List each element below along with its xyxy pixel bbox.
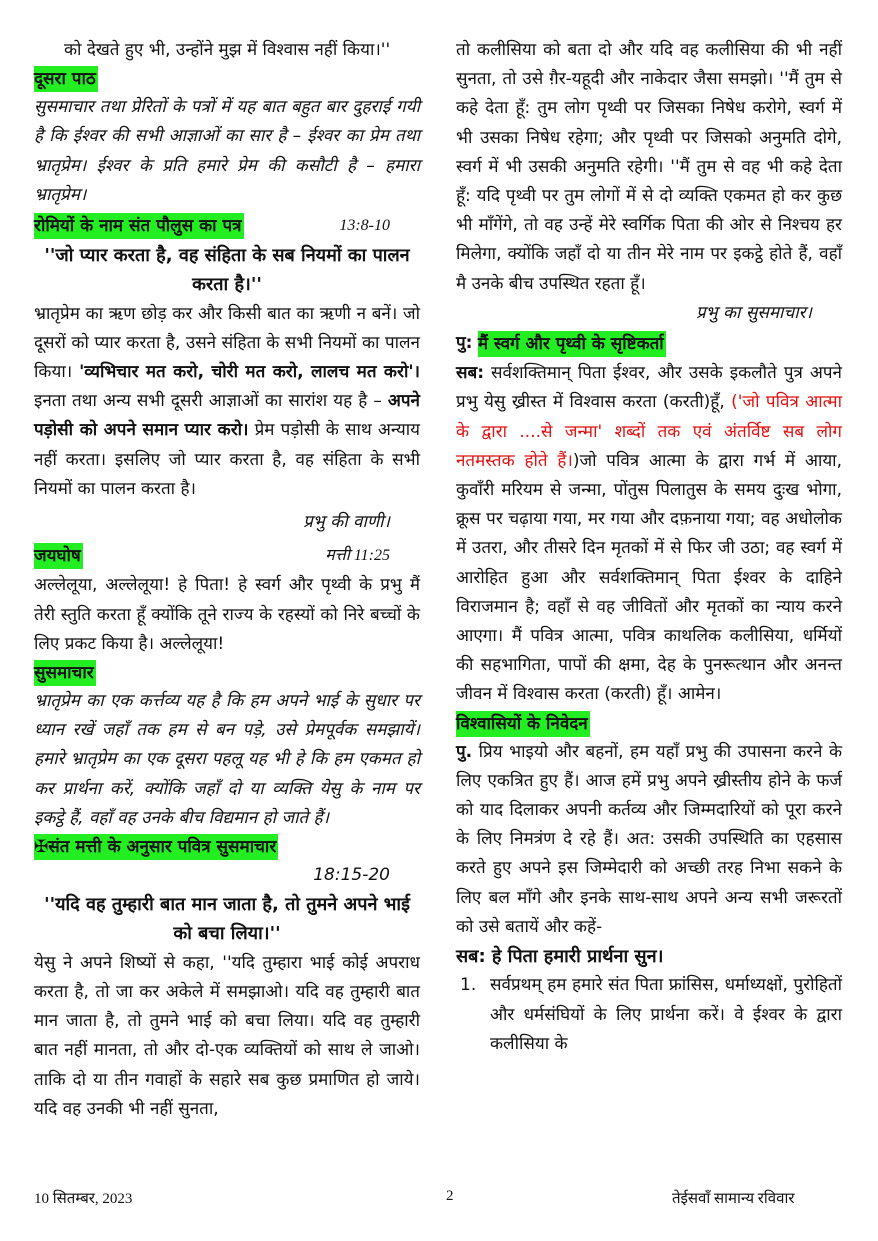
second-reading-source: रोमियों के नाम संत पौलुस का पत्र bbox=[34, 213, 244, 239]
gospel-closing: प्रभु का सुसमाचार। bbox=[695, 302, 812, 323]
gospel-ref: 18:15-20 bbox=[313, 865, 390, 886]
creed-text-2: )जो पवित्र आत्मा के द्वारा गर्भ में आया, कुवाँरी मरियम से जन्मा, पोंतुस पिलातुस के समय दुःख भोगा, क्रूस पर चढ़ाया गया, मर गया और दफ़नाया गया; वह अधोलोक में उतरा, और तीसरे दिन मृतकों में से फिर जी उठा; वह स्वर्ग में आरोहित हुआ और सर्वशक्तिमान् पिता ईश्वर के दाहिने विराजमान है; वहाँ से वह जीवितों और मृतकों का न्याय करने आएगा। मैं पवित्र आत्मा, पवित्र काथलिक कलीसिया, धर्मियों की सहभागिता, पापों की क्षमा, देह के पुनरूत्थान और अनन्त जीवन में विश्वास करता (करती) हूँ। आमेन। bbox=[456, 450, 842, 705]
all-label: सब: bbox=[456, 363, 484, 384]
body-segment: इनता तथा अन्य सभी दूसरी आज्ञाओं का सारांश यह है – bbox=[34, 391, 388, 412]
second-reading-summary: सुसमाचार तथा प्रेरितों के पत्रों में यह बात बहुत बार दुहराई गयी है कि ईश्वर की सभी आज्ञाओं का सार है – ईश्वर का प्रेम तथा भ्रातृप्रेम। ईश्वर के प्रति हमारे प्रेम की कसौटी है – हमारा भ्रातृप्रेम। bbox=[34, 97, 420, 205]
cross-icon: ✠ bbox=[34, 837, 49, 858]
acclamation-ref: मत्ती 11:25 bbox=[325, 547, 390, 565]
prayer-item bbox=[456, 971, 842, 1059]
first-reading-end: को देखते हुए भी, उन्होंने मुझ में विश्वास नहीं किया।'' bbox=[64, 40, 391, 60]
prayer-item-number: 1. bbox=[460, 975, 477, 996]
gospel-continuation: तो कलीसिया को बता दो और यदि वह कलीसिया की भी नहीं सुनता, तो उसे ग़ैर-यहूदी और नाकेदार जैसा समझो। ''मैं तुम से कहे देता हूँ: तुम लोग पृथ्वी पर जिसका निषेध करोगे, स्वर्ग में भी उसका निषेध रहेगा; और पृथ्वी पर जिसको अनुमति दोगे, स्वर्ग में भी उसकी अनुमति रहेगी। ''मैं तुम से वह भी कहे देता हूँ: यदि पृथ्वी पर तुम लोगों में से दो व्यक्ति एकमत हो कर कुछ भी माँगेंगे, तो वह उन्हें मेरे स्वर्गिक पिता की ओर से निश्चय हर मिलेगा, क्योंकि जहाँ दो या तीन मेरे नाम पर इकट्ठे होते हैं, वहाँ मै उनके बीच उपस्थित रहता हूँ। bbox=[456, 40, 842, 294]
gospel-source-text: संत मत्ती के अनुसार पवित्र सुसमाचार bbox=[48, 837, 277, 858]
second-reading-closing: प्रभु की वाणी। bbox=[303, 512, 390, 533]
right-column bbox=[456, 36, 842, 1059]
body-segment: प्रेम पड़ोसी के साथ अन्याय नहीं करता। इसलिए जो प्यार करता है, वह संहिता के सभी नियमों का पालन करता है। bbox=[34, 420, 420, 499]
creed-text-1: सर्वशक्तिमान् पिता ईश्वर, और उसके इकलौते पुत्र अपने प्रभु येसु ख्रीस्त में विश्वास करता (करती)हूँ, bbox=[456, 363, 842, 413]
priest-label: पु. bbox=[456, 741, 473, 762]
second-reading-ref: 13:8-10 bbox=[339, 217, 390, 235]
gospel-body: येसु ने अपने शिष्यों से कहा, ''यदि तुम्हारा भाई कोई अपराध करता है, तो जा कर अकेले में समझाओ। यदि वह तुम्हारी बात मान जाता है, तो तुमने भाई को बचा लिया। यदि वह तुम्हारी बात नहीं मानता, तो और दो-एक व्यक्तियों को साथ ले जाओ। ताकि दो या तीन गवाहों के सहारे सब कुछ प्रमाणित हो जाये। यदि वह उनकी भी नहीं सुनता, bbox=[34, 952, 420, 1119]
prayer-item-text: सर्वप्रथम् हम हमारे संत पिता फ्रांसिस, धर्माध्यक्षों, पुरोहितों और धर्मसंघियों के लिए प्रार्थना करें। वे ईश्वर के द्वारा कलीसिया के bbox=[490, 975, 842, 1054]
second-reading-quote: ''जो प्यार करता है, वह संहिता के सब नियमों का पालन करता है।'' bbox=[44, 245, 410, 296]
creed-heading: मैं स्वर्ग और पृथ्वी के सृष्टिकर्ता bbox=[478, 331, 666, 357]
footer-date: 10 सितम्बर, 2023 bbox=[34, 1191, 133, 1207]
body-segment-bold: अपने पड़ोसी को अपने समान प्यार करो। bbox=[34, 391, 420, 441]
prayers-intro-text: प्रिय भाइयो और बहनों, हम यहाँ प्रभु की उपासना करने के लिए एकत्रित हुए हैं। आज हमें प्रभु अपने ख्रीस्तीय होने के फर्ज को याद दिलाकर अपनी कर्तव्य और जिम्मदारियों को पूरा करने के लिए निमत्रंण दे रहे हैं। अत: उसकी उपस्थिति का एहसास करते हुए अपने इस जिम्मेदारी को अच्छी तरह निभा सकने के लिए बल माँगे और इनके साथ-साथ अपने अन्य सभी जरूरतों को उसे बतायें और कहें- bbox=[456, 741, 842, 937]
creed-priest-label: पु: bbox=[456, 333, 473, 354]
gospel-source bbox=[34, 834, 278, 860]
body-segment: भ्रातृप्रेम का ऋण छोड़ कर और किसी बात का ऋणी न बनें। जो दूसरों को प्यार करता है, उसने संहिता के सभी नियमों का पालन किया। bbox=[34, 303, 420, 383]
acclamation-text: अल्लेलूया, अल्लेलूया! हे पिता! हे स्वर्ग और पृथ्वी के प्रभु मैं तेरी स्तुति करता हूँ क्योंकि तूने राज्य के रहस्यों को निरे बच्चों के लिए प्रकट किया है। अल्लेलूया! bbox=[34, 575, 420, 654]
creed-text bbox=[456, 359, 842, 709]
gospel-summary: भ्रातृप्रेम का एक कर्त्तव्य यह है कि हम अपने भाई के सुधार पर ध्यान रखें जहाँ तक हम से बन पड़े, उसे प्रेमपूर्वक समझायें। हमारे भ्रातृप्रेम का एक दूसरा पहलू यह भी हे कि हम एकमत हो कर प्रार्थना करें, क्योंकि जहाँ दो या व्यक्ति येसु के नाम पर इकट्ठे हैं, वहाँ वह उनके बीच विद्यमान हो जाते हैं। bbox=[34, 691, 420, 828]
prayers-response: सब: हे पिता हमारी प्रार्थना सुन। bbox=[456, 946, 664, 968]
second-reading-body bbox=[34, 300, 420, 504]
second-reading-heading: दूसरा पाठ bbox=[34, 66, 98, 92]
creed-rubric: ('जो पवित्र आत्मा के द्वारा ....से जन्मा' शब्दों तक एवं अंतर्विष्ट सब लोग नतमस्तक होते हैं। bbox=[456, 392, 842, 471]
left-column bbox=[34, 36, 420, 1124]
footer-page-number: 2 bbox=[446, 1188, 454, 1204]
acclamation-heading: जयघोष bbox=[34, 543, 83, 569]
gospel-quote: ''यदि वह तुम्हारी बात मान जाता है, तो तुमने अपने भाई को बचा लिया।'' bbox=[44, 894, 410, 945]
prayers-heading: विश्वासियों के निवेदन bbox=[456, 711, 590, 737]
prayers-intro bbox=[456, 738, 842, 942]
body-segment-bold: 'व्यभिचार मत करो, चोरी मत करो, लालच मत करो'। bbox=[79, 362, 420, 383]
gospel-heading: सुसमाचार bbox=[34, 660, 96, 686]
footer-occasion: तेईसवाँ सामान्य रविवार bbox=[672, 1191, 795, 1207]
